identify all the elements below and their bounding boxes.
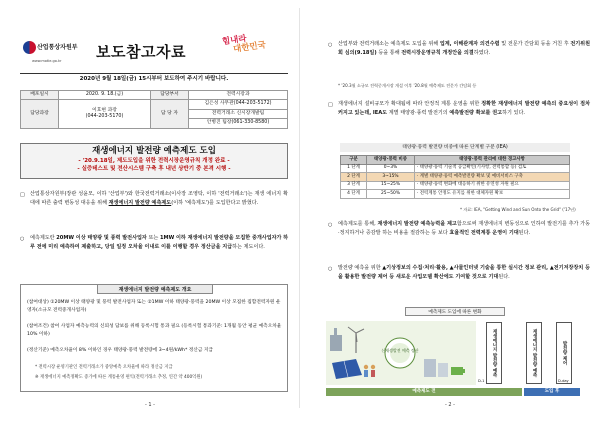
stage-before-label: 예측제도 전: [326, 388, 522, 396]
date-label: 배포일시: [21, 91, 59, 100]
hub-label: 신재생발전 예측 정산: [381, 348, 419, 353]
table-row-highlighted: 2 단계 3~15% · 계별 태양광·풍력 예측발전량 확보 및 예비서비스 구축: [341, 173, 570, 182]
diagram-title: 예측제도 도입에 따른 변화: [405, 307, 505, 316]
slogan-logo: 힘내라 대한민국: [221, 33, 267, 56]
overview-box-tag: 재생에너지 발전량 예측제도 개요: [97, 284, 213, 294]
table-header-row: 구분 태양광·풍력 비중 태양광·풍력 관리에 대한 경고사항: [341, 156, 570, 165]
dept-value: 전력시장과: [189, 91, 288, 100]
effect-paragraph: 예측제도를 통해, 재생에너지 발전량 예측능력을 제고함으로써 재생에너지 변동성으로 인하여 발전기를 추가 가동·정지하거나 증감발 하는 비용을 절감하는 등 보다 효율적인 전력계통 운영이 기대된다.: [338, 221, 591, 237]
taegeuk-emblem-icon: [23, 41, 36, 54]
ministry-url: www.motie.go.kr: [32, 59, 62, 63]
overview-box: [20, 284, 288, 392]
staff-line-3: 안병진 팀장(061-330-8580): [189, 119, 288, 128]
intro-paragraph: 산업통상자원부(장관 성윤모, 이하 '산업부')와 한국전력거래소(이사장 조영탁, 이하 '전력거래소')는 재생 에너지 확대에 따른 출력 변동성 대응을 위해 재생에너지 발전량 예측제도(이하 '예측제도')를 도입한다고 밝혔다.: [30, 191, 288, 207]
owner-name: 이호현 과장: [92, 107, 117, 113]
ministry-name: 산업통상자원부: [37, 44, 78, 51]
overview-note-1: * 전력시장 운영기관인 전력거래소가 중앙예측 오차율에 따라 정산금 지급: [35, 365, 173, 370]
right-page: [300, 0, 600, 424]
doc-type-title: 보도참고자료: [96, 43, 186, 61]
table-row: 3 단계 15~25% · 태양광·풍력 변화에 대응하기 위한 유연성 자원 필요: [341, 181, 570, 190]
headline-sub-1: - '20.9.18일, 제도도입을 위한 전력시장운영규칙 개정 완료 -: [78, 158, 230, 165]
iea-table-title: 태양광·풍력 발전량 비중에 따른 단계별 구분 (IEA): [340, 143, 570, 152]
table-row: 1 단계 0~3% · 태양광·풍력 기술적 공급확인(기사항, 전력통합 등) 검토: [341, 164, 570, 173]
iea-stage-table: [340, 155, 570, 199]
tick-d-minus-1: D-1: [478, 379, 485, 383]
staff-line-1: 김은성 사무관(044-203-5172): [189, 100, 288, 109]
circle-bullet-icon: ○: [328, 42, 333, 48]
headline-box: [20, 143, 288, 179]
press-header: [14, 33, 288, 72]
forecast-diagram: [326, 319, 580, 399]
overview-item-condition: (참여조건) 참여 사업자 예측능력의 신뢰성 담보를 위해 등록시험 통과 필요 (등록시험 통과기준: 1개월 동안 평균 예측오차율 10% 이하): [27, 324, 282, 338]
overview-item-target: (참여대상) ①20MW 이상 태양광 및 풍력 발전사업자 또는 ②1MW 이하 태양광·풍력을 20MW 이상 모집한 집합전력자원 운영자(소규모 전력중개사업자): [27, 300, 281, 314]
owner-cell: [59, 100, 151, 128]
table-row: 4 단계 25~50% · 전력계통 안정도 유지를 위한 대체자원 확보: [341, 190, 570, 199]
stage-after-label: 도입 후: [524, 388, 580, 396]
control-box: 발전량 제어: [556, 322, 572, 384]
square-bullet-icon: □: [20, 192, 25, 198]
forecast-box-1: 재생에너지 발전량 예측: [486, 322, 502, 384]
page-number: - 1 -: [145, 402, 155, 408]
date-value: 2020. 9. 18.(금): [59, 91, 151, 100]
table-source: * 자료: IEA, "Getting Wind and Sun Onto the Grid" ('17년): [460, 207, 576, 212]
page-number: - 2 -: [445, 402, 455, 408]
headline-sub-2: - 실증테스트 및 전산시스템 구축 후 내년 상반기 중 본격 시행 -: [77, 165, 231, 172]
settlement-hub-icon: [385, 338, 415, 368]
owner-label: 담당과장: [21, 100, 59, 128]
square-bullet-icon: □: [328, 102, 333, 108]
headline-title: 재생에너지 발전량 예측제도 도입: [92, 146, 216, 156]
overview-note-2: ※ 재생에너지 예측정확도 증가에 따른 계통운영 편익(전력거래소 추정, 연간 약 400억원): [35, 375, 203, 380]
release-info-table: [20, 90, 288, 129]
rule-revision-paragraph: 산업부와 전력거래소는 예측제도 도입을 위해 업계, 이해관계자 의견수렴 및 전문가 간담회 등을 거친 후 전기위원회 심의(9.18일) 등을 통해 전력시장운영규칙 개정안을 의결하였다.: [338, 41, 590, 57]
circle-bullet-icon: ○: [328, 266, 333, 272]
embargo-notice: 2020년 9월 18일(금) 15시부터 보도하여 주시기 바랍니다.: [79, 76, 229, 82]
circle-bullet-icon: ○: [20, 236, 25, 242]
forecast-box-2: 재생에너지 발전량 예측: [526, 322, 542, 384]
staff-label: 담 당 자: [151, 100, 189, 128]
rule-revision-note: * '20.3월 소규모 전력중개시장 개설 이후 '20.8월 예측제도 전문가 간담회 등: [338, 83, 477, 88]
overview-item-settlement: (정산기준) 예측오차율이 8% 이하인 경우 태양광·풍력 발전량에 3~4원/kWh* 정산금 지급: [27, 348, 213, 353]
battery-icon: [451, 367, 465, 375]
staff-line-2: 전력거래소 신시장개발팀: [189, 109, 288, 118]
circle-bullet-icon: ○: [328, 222, 333, 228]
business-model-paragraph: 발전량 예측을 위한 ▲기상정보의 수집·처리·활용, ▲사물인터넷 기술을 통한 실시간 정보 관리, ▲전기저장장치 등을 활용한 발전량 제어 등 새로운 사업모델 확산에도 기여할 것으로 기대된다.: [338, 265, 590, 281]
definition-paragraph: 예측제도란 20MW 이상 태양광 및 풍력 발전사업자 또는 1MW 이하 재생에너지 발전량을 모집한 중개사업자가 하루 전에 미리 예측하여 제출하고, 당일 일정 오차율 이내로 이를 이행할 경우 정산금을 지급하는 제도이다.: [30, 235, 289, 251]
ministry-logo: [14, 38, 84, 72]
tick-d-day: D-day: [558, 379, 569, 383]
background-paragraph: 재생에너지 설비규모가 확대됨에 따라 안정적 계통 운영을 위한 정확한 재생에너지 발전량 예측의 중요성이 점차 커지고 있는데, IEA도 계별 태양광·풍력 발전기의 예측발전량 확보를 권고하기 있다.: [338, 101, 590, 117]
dept-label: 담당부서: [151, 91, 189, 100]
header-rule: [20, 73, 288, 74]
owner-phone: (044-203-5170): [85, 114, 124, 120]
